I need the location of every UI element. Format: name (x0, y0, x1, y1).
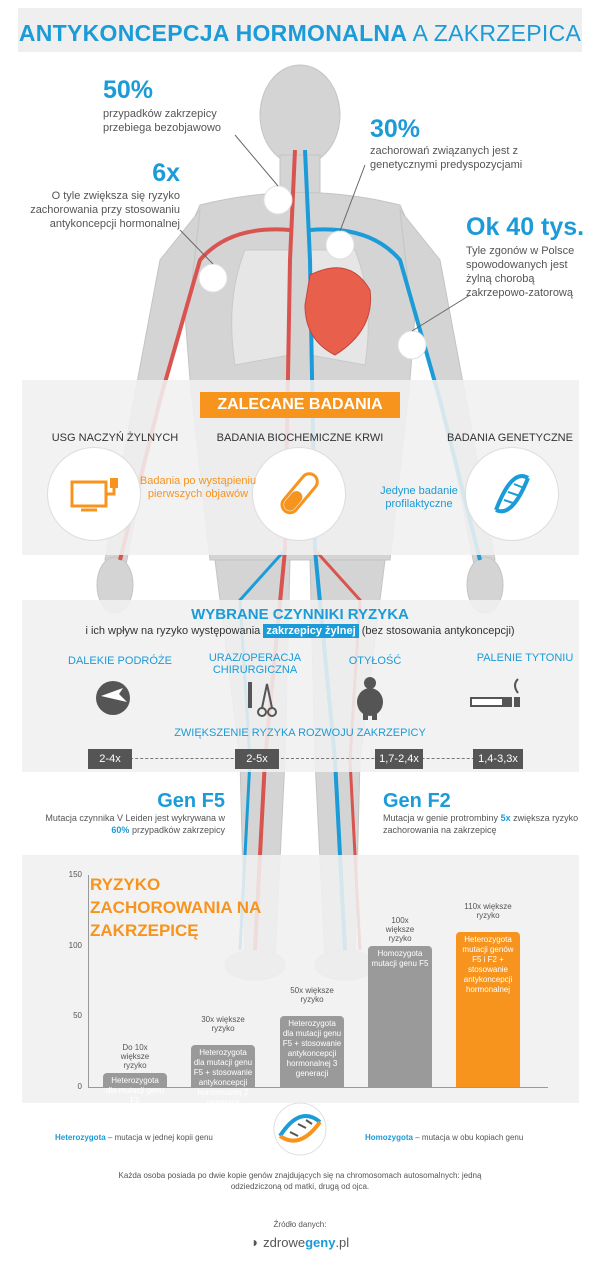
brand-mark-icon: ◗ (250, 1234, 264, 1250)
factor-label: URAZ/OPERACJA CHIRURGICZNA (208, 652, 302, 676)
tests-note-blue: Jedyne badanie profilaktyczne (380, 485, 458, 510)
travel-globe-icon (93, 678, 133, 718)
risk-sub-highlight: zakrzepicy żylnej (263, 624, 358, 638)
factor-label: PALENIE TYTONIU (476, 652, 574, 664)
gene-f5-title: Gen F5 (157, 790, 225, 812)
page-title (0, 20, 600, 47)
chart-bar (103, 1073, 167, 1105)
chart-bar-category: Heterozygota dla mutacji genu F5 + stosowanie antykoncepcji hormonalnej 3 generacji (282, 1019, 342, 1079)
test-tube-icon (253, 448, 345, 540)
title-light: A ZAKRZEPICA (412, 20, 582, 46)
tests-ribbon: ZALECANE BADANIA (200, 392, 400, 418)
chart-bar (456, 932, 520, 1087)
stat-text: Tyle zgonów w Polsce spowodowanych jest żylną chorobą zakrzepowo-zatorową (466, 245, 575, 299)
footnote: Każda osoba posiada po dwie kopie genów znajdujących się na chromosomach autosomalnych: jedną odziedziczoną od matki, drugą od ojca. (118, 1171, 482, 1191)
source-label: Źródło danych: (273, 1220, 327, 1229)
chart-bar-category: Homozygota mutacji genu F5 (371, 948, 429, 968)
gene-f5-text-post: przypadków zakrzepicy (131, 825, 225, 835)
factor-label: DALEKIE PODRÓŻE (68, 655, 172, 667)
chart-bar (191, 1045, 255, 1107)
y-tick-label: 100 (68, 940, 82, 950)
legend-hetero-def: – mutacja w jednej kopii genu (107, 1133, 213, 1142)
test-label: USG NACZYŃ ŻYLNYCH (51, 432, 179, 444)
legend-homo (365, 1133, 523, 1142)
legend-homo-def: – mutacja w obu kopiach genu (415, 1133, 524, 1142)
ultrasound-icon (48, 448, 140, 540)
stat-text: zachorowań związanych jest z genetycznymi predyspozycjami (370, 145, 523, 171)
chart-y-axis (88, 875, 89, 1087)
stat-number: Ok 40 tys. (466, 213, 585, 241)
y-tick-label: 150 (68, 870, 82, 879)
y-tick-label: 0 (77, 1082, 82, 1091)
risk-subtitle (0, 625, 600, 637)
risk-increase-label: ZWIĘKSZENIE RYZYKA ROZWOJU ZAKRZEPICY (174, 727, 426, 739)
test-icon-circle (47, 447, 141, 541)
title-bold: ANTYKONCEPCJA HORMONALNA (18, 20, 408, 46)
gene-f5-text-pre: Mutacja czynnika V Leiden jest wykrywana w (45, 813, 225, 823)
test-icon-circle (465, 447, 559, 541)
factor-multiplier: 1,4-3,3x (473, 749, 523, 769)
chart-bar-value-label: 50x większe ryzyko (290, 986, 334, 1005)
chart-bar (368, 946, 432, 1087)
gene-f2-text-pre: Mutacja w genie protrombiny (383, 813, 499, 823)
stat-number: 6x (152, 159, 180, 187)
stat-text: O tyle zwiększa się ryzyko zachorowania przy stosowaniu antykoncepcji hormonalnej (30, 190, 180, 230)
test-label: BADANIA GENETYCZNE (447, 432, 573, 444)
risk-chart (68, 870, 568, 1107)
obesity-person-icon (355, 676, 385, 720)
dna-icon (466, 448, 558, 540)
factor-multiplier: 2-4x (88, 749, 132, 769)
y-tick-label: 50 (73, 1011, 82, 1021)
chart-bar-value-label: Do 10x większe ryzyko (120, 1042, 150, 1070)
risk-title: WYBRANE CZYNNIKI RYZYKA (191, 606, 409, 623)
gene-f2-text (383, 812, 583, 836)
stat-text: przypadków zakrzepicy przebiega bezobjawowo (103, 108, 222, 134)
surgery-tools-icon (240, 678, 280, 718)
gene-f2-text-post: zwiększa ryzyko zachorowania na zakrzepicę (383, 813, 579, 835)
chart-bar-category: Heterozygota mutacji genów F5 i F2 + stosowanie antykoncepcji hormonalnej (462, 934, 514, 994)
test-label: BADANIA BIOCHEMICZNE KRWI (216, 432, 384, 444)
chart-bar-category: Heterozygota dla mutacji genu F5 + stosowanie antykoncepcji hormonalnej 2 generacji (193, 1047, 253, 1107)
chart-bar-category: Heterozygota dla mutacji genu F5 (105, 1075, 165, 1105)
chart-bar-value-label: 30x większe ryzyko (201, 1014, 245, 1033)
stat-number: 30% (370, 115, 421, 143)
chart-title: RYZYKO ZACHOROWANIA NA ZAKRZEPICĘ (90, 875, 261, 940)
factor-label: OTYŁOŚĆ (348, 655, 402, 667)
legend-hetero (55, 1133, 213, 1142)
factor-multiplier: 1,7-2,4x (375, 749, 423, 769)
dna-legend-icon (270, 1100, 330, 1158)
risk-sub-pre: i ich wpływ na ryzyko występowania (85, 625, 261, 637)
gene-f2-bold: 5x (500, 813, 511, 823)
gene-f2-title: Gen F2 (383, 790, 451, 812)
stat-number: 50% (103, 76, 154, 104)
source-brand[interactable] (0, 1234, 600, 1250)
brand-part-a: zdrowe (263, 1235, 306, 1250)
cigarette-icon (468, 675, 526, 715)
chart-bar (280, 1016, 344, 1087)
legend-hetero-term: Heterozygota (55, 1133, 106, 1142)
chart-bar-value-label: 100x większe ryzyko (385, 915, 415, 943)
chart-bar-value-label: 110x większe ryzyko (464, 901, 512, 920)
risk-sub-post: (bez stosowania antykoncepcji) (361, 625, 515, 637)
gene-f5-text (30, 812, 225, 836)
risk-axis-line (90, 758, 520, 759)
test-icon-circle (252, 447, 346, 541)
tests-note-orange: Badania po wystąpieniu pierwszych objawów (139, 475, 257, 500)
brand-part-b: geny (305, 1235, 336, 1250)
legend-homo-term: Homozygota (365, 1133, 413, 1142)
gene-f5-bold: 60% (111, 825, 130, 835)
factor-multiplier: 2-5x (235, 749, 279, 769)
brand-part-c: .pl (335, 1235, 350, 1250)
